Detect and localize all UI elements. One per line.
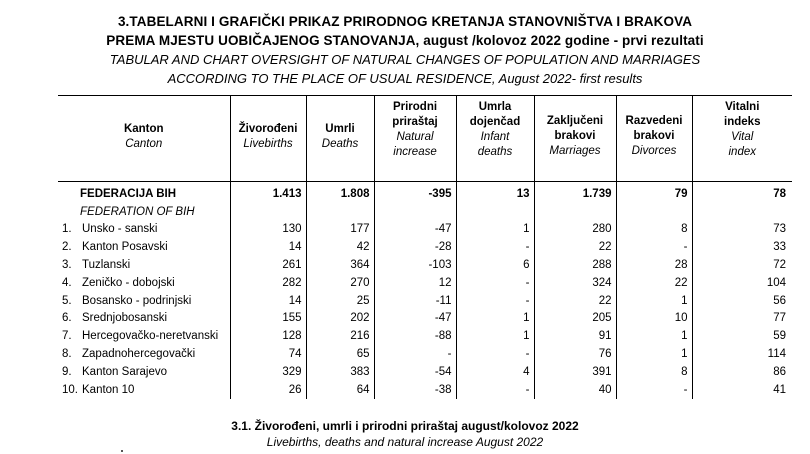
cell-divorces: -	[616, 381, 692, 399]
canton-name	[58, 346, 230, 364]
canton-label: Bosansko - podrinjski	[82, 294, 192, 307]
federation-row-en	[58, 204, 792, 221]
cell-marriages: 288	[534, 257, 616, 275]
cell-divorces: 1	[616, 292, 692, 310]
cell-livebirths: 282	[230, 274, 306, 292]
table-row	[58, 346, 792, 364]
cell-vital-index: 56	[692, 292, 792, 310]
canton-label: Kanton 10	[82, 383, 135, 396]
canton-label: Tuzlanski	[82, 258, 131, 271]
empty-cell	[456, 204, 534, 221]
cell-deaths: 202	[306, 310, 374, 328]
cell-marriages: 205	[534, 310, 616, 328]
table-row	[58, 274, 792, 292]
cell-vital-index: 41	[692, 381, 792, 399]
canton-label: Kanton Sarajevo	[82, 365, 168, 378]
cell-marriages: 22	[534, 239, 616, 257]
col-header-deaths: Umrli Deaths	[306, 96, 374, 180]
cell-deaths: 364	[306, 257, 374, 275]
cell-deaths: 65	[306, 346, 374, 364]
row-index: 2.	[62, 241, 72, 254]
cell-divorces: 8	[616, 221, 692, 239]
cell-marriages: 76	[534, 346, 616, 364]
cell-infant-deaths: -	[456, 274, 534, 292]
data-table	[58, 96, 792, 399]
row-index: 8.	[62, 347, 72, 360]
federation-infant-deaths: 13	[456, 180, 534, 204]
cell-deaths: 383	[306, 363, 374, 381]
cell-livebirths: 329	[230, 363, 306, 381]
cell-natural-increase: -88	[374, 328, 456, 346]
table-row	[58, 221, 792, 239]
col-header-divorces: Razvedeni brakovi Divorces	[616, 96, 692, 180]
canton-name	[58, 292, 230, 310]
canton-name	[58, 257, 230, 275]
chart-title-en: Livebirths, deaths and natural increase August 2022	[266, 435, 544, 449]
federation-divorces: 79	[616, 180, 692, 204]
cell-livebirths: 74	[230, 346, 306, 364]
canton-label: Srednjobosanski	[82, 312, 168, 325]
title-bs-line1: 3.TABELARNI I GRAFIČKI PRIKAZ PRIRODNOG KRETANJA STANOVNIŠTVA I BRAKOVA	[117, 14, 693, 29]
federation-vital-index: 78	[692, 180, 792, 204]
cell-vital-index: 72	[692, 257, 792, 275]
cell-vital-index: 59	[692, 328, 792, 346]
col-header-infant-deaths: Umrla dojenčad Infant deaths	[456, 96, 534, 180]
federation-name: FEDERACIJA BIH	[80, 187, 177, 200]
cell-infant-deaths: 4	[456, 363, 534, 381]
canton-name	[58, 363, 230, 381]
title-en-line1: TABULAR AND CHART OVERSIGHT OF NATURAL CHANGES OF POPULATION AND MARRIAGES	[109, 52, 701, 67]
cell-marriages: 91	[534, 328, 616, 346]
cell-infant-deaths: -	[456, 346, 534, 364]
table-row	[58, 381, 792, 399]
chart-title: 3.1. Živorođeni, umrli i prirodni priraštaj august/kolovoz 2022	[231, 419, 579, 433]
empty-cell	[534, 204, 616, 221]
cell-livebirths: 128	[230, 328, 306, 346]
canton-label: Kanton Posavski	[82, 241, 168, 254]
row-index: 1.	[62, 223, 72, 236]
cell-deaths: 64	[306, 381, 374, 399]
header-row	[58, 96, 792, 180]
col-header-canton: Kanton Canton	[123, 123, 164, 150]
cell-divorces: 10	[616, 310, 692, 328]
cell-livebirths: 26	[230, 381, 306, 399]
cell-infant-deaths: -	[456, 239, 534, 257]
cell-divorces: 1	[616, 328, 692, 346]
cell-livebirths: 155	[230, 310, 306, 328]
federation-marriages: 1.739	[534, 180, 616, 204]
empty-cell	[374, 204, 456, 221]
canton-label: Zeničko - dobojski	[82, 276, 175, 289]
row-index: 6.	[62, 312, 72, 325]
row-index: 10.	[62, 383, 78, 396]
cell-infant-deaths: 6	[456, 257, 534, 275]
canton-label: Unsko - sanski	[82, 223, 158, 236]
federation-deaths: 1.808	[306, 180, 374, 204]
cell-livebirths: 14	[230, 292, 306, 310]
cell-livebirths: 261	[230, 257, 306, 275]
cell-vital-index: 114	[692, 346, 792, 364]
cell-natural-increase: -47	[374, 221, 456, 239]
empty-cell	[692, 204, 792, 221]
row-index: 4.	[62, 276, 72, 289]
table-row	[58, 363, 792, 381]
cell-vital-index: 77	[692, 310, 792, 328]
cell-infant-deaths: -	[456, 292, 534, 310]
cell-marriages: 40	[534, 381, 616, 399]
cell-deaths: 42	[306, 239, 374, 257]
federation-livebirths: 1.413	[230, 180, 306, 204]
cell-natural-increase: -11	[374, 292, 456, 310]
row-index: 7.	[62, 330, 72, 343]
canton-label: Hercegovačko-neretvanski	[82, 330, 219, 343]
title-bs-line2: PREMA MJESTU UOBIČAJENOG STANOVANJA, august /kolovoz 2022 godine - prvi rezultati	[106, 33, 704, 48]
cell-deaths: 25	[306, 292, 374, 310]
row-index: 3.	[62, 258, 72, 271]
cell-natural-increase: -	[374, 346, 456, 364]
cell-livebirths: 130	[230, 221, 306, 239]
cell-natural-increase: -103	[374, 257, 456, 275]
cell-livebirths: 14	[230, 239, 306, 257]
cell-marriages: 280	[534, 221, 616, 239]
cell-vital-index: 73	[692, 221, 792, 239]
cell-divorces: 8	[616, 363, 692, 381]
canton-name	[58, 310, 230, 328]
cell-natural-increase: -54	[374, 363, 456, 381]
canton-name	[58, 221, 230, 239]
table-row	[58, 239, 792, 257]
canton-name	[58, 381, 230, 399]
cell-divorces: 28	[616, 257, 692, 275]
cell-natural-increase: -38	[374, 381, 456, 399]
empty-cell	[230, 204, 306, 221]
cell-marriages: 22	[534, 292, 616, 310]
cell-infant-deaths: 1	[456, 221, 534, 239]
cell-divorces: 22	[616, 274, 692, 292]
cell-infant-deaths: -	[456, 381, 534, 399]
row-index: 9.	[62, 365, 72, 378]
cell-marriages: 324	[534, 274, 616, 292]
cell-vital-index: 104	[692, 274, 792, 292]
cell-divorces: 1	[616, 346, 692, 364]
table-row	[58, 257, 792, 275]
cell-natural-increase: -47	[374, 310, 456, 328]
cell-natural-increase: 12	[374, 274, 456, 292]
row-index: 5.	[62, 294, 72, 307]
col-header-livebirths: Živorođeni Livebirths	[230, 96, 306, 180]
federation-natural-increase: -395	[374, 180, 456, 204]
table-row	[58, 292, 792, 310]
table-row	[58, 310, 792, 328]
report-titles	[0, 12, 810, 88]
cell-deaths: 270	[306, 274, 374, 292]
col-header-natural-increase: Prirodni priraštaj Natural increase	[374, 96, 456, 180]
canton-name	[58, 274, 230, 292]
federation-name-en: FEDERATION OF BIH	[80, 206, 195, 218]
cell-natural-increase: -28	[374, 239, 456, 257]
federation-row	[58, 180, 792, 204]
canton-name	[58, 239, 230, 257]
cell-infant-deaths: 1	[456, 328, 534, 346]
table-row	[58, 328, 792, 346]
cell-vital-index: 33	[692, 239, 792, 257]
cell-vital-index: 86	[692, 363, 792, 381]
title-en-line2: ACCORDING TO THE PLACE OF USUAL RESIDENCE, August 2022- first results	[167, 71, 643, 86]
cell-divorces: -	[616, 239, 692, 257]
cell-deaths: 216	[306, 328, 374, 346]
cell-deaths: 177	[306, 221, 374, 239]
canton-label: Zapadnohercegovački	[82, 347, 196, 360]
col-header-vital-index: Vitalni indeks Vital index	[692, 96, 792, 180]
col-header-marriages: Zaključeni brakovi Marriages	[534, 96, 616, 180]
stray-dot	[121, 450, 123, 452]
empty-cell	[616, 204, 692, 221]
cell-infant-deaths: 1	[456, 310, 534, 328]
empty-cell	[306, 204, 374, 221]
cell-marriages: 391	[534, 363, 616, 381]
canton-name	[58, 328, 230, 346]
